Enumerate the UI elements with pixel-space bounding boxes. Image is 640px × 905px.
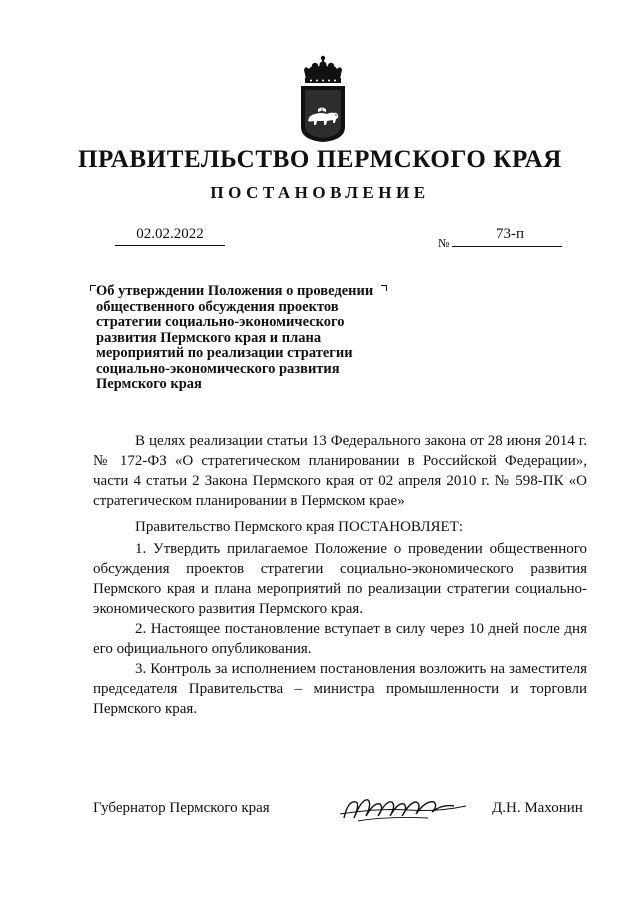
- decree-date: 02.02.2022: [136, 226, 204, 242]
- perm-krai-coat-of-arms-icon: [296, 55, 350, 143]
- signer-name: Д.Н. Махонин: [492, 800, 583, 816]
- government-name: ПРАВИТЕЛЬСТВО ПЕРМСКОГО КРАЯ: [78, 146, 562, 173]
- decree-item: 3. Контроль за исполнением постановления возложить на заместителя председателя Правительства – министра промышленности и торговли Пермского края.: [93, 661, 587, 717]
- date-underline: [115, 245, 225, 246]
- preamble-paragraph: В целях реализации статьи 13 Федерального закона от 28 июня 2014 г. № 172-ФЗ «О стратегическом планировании в Российской Федерации», части 4 статьи 2 Закона Пермского края от 02 апреля 2010 г. № 598-ПК «О стратегическом планировании в Пермском крае»: [93, 433, 587, 509]
- number-sign: №: [438, 236, 450, 250]
- number-underline: [452, 246, 562, 247]
- decree-subject: Об утверждении Положения о проведении общественного обсуждения проектов стратегии социально-экономического развития Пермского края и плана мероприятий по реализации стратегии социально-экономического развития Пермского края: [96, 283, 374, 392]
- decree-item: 2. Настоящее постановление вступает в силу через 10 дней после дня его официального опубликования.: [93, 621, 587, 657]
- decree-body: [93, 431, 587, 719]
- decree-date-field: [115, 226, 225, 246]
- document-kind: ПОСТАНОВЛЕНИЕ: [210, 183, 430, 202]
- signer-role: Губернатор Пермского края: [93, 800, 270, 816]
- decree-item: 1. Утвердить прилагаемое Положение о проведении общественного обсуждения проектов стратегии социально-экономического развития Пермского края и плана мероприятий по реализации стратегии социально-экономического развития Пермского края.: [93, 541, 587, 617]
- decree-number: 73-п: [496, 226, 525, 242]
- decree-statement: Правительство Пермского края ПОСТАНОВЛЯЕТ:: [135, 519, 464, 535]
- handwritten-signature: [338, 788, 468, 828]
